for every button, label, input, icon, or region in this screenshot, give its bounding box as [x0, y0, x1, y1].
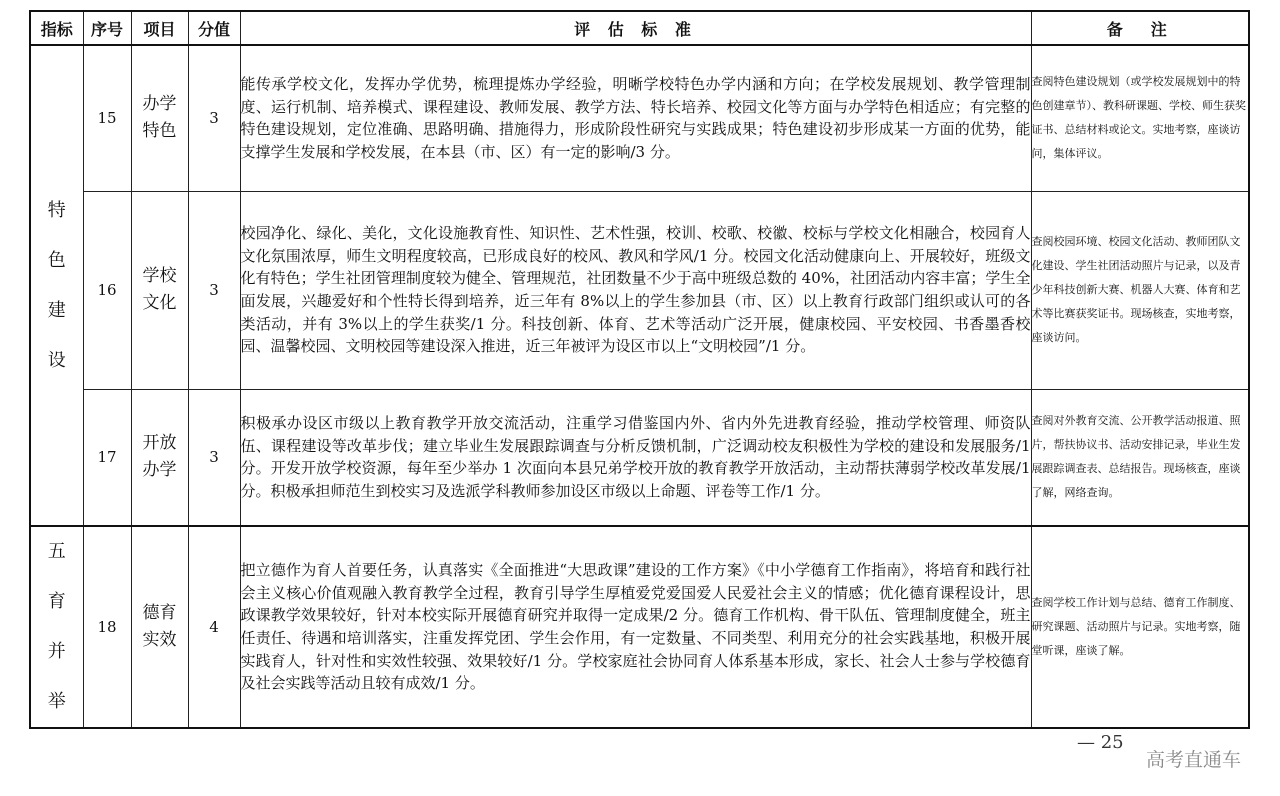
score-cell: 3	[188, 191, 240, 389]
notes-cell: 查阅特色建设规划（或学校发展规划中的特色创建章节）、教科研课题、学校、师生获奖证书、总结材料或论文。实地考察，座谈访问，集体评议。	[1031, 45, 1249, 191]
project-cell	[131, 191, 188, 389]
notes-cell: 查阅对外教育交流、公开教学活动报道、照片，帮扶协议书、活动安排记录，毕业生发展跟踪调查表、总结报告。现场核查，座谈了解，网络查询。	[1031, 389, 1249, 526]
indicator-char: 设	[47, 349, 66, 371]
indicator-cell	[30, 45, 83, 526]
serial-cell: 15	[83, 45, 131, 191]
notes-cell: 查阅学校工作计划与总结、德育工作制度、研究课题、活动照片与记录。实地考察，随堂听课，座谈了解。	[1031, 526, 1249, 728]
indicator-char: 建	[47, 299, 66, 321]
watermark-text: 高考直通车	[1146, 749, 1242, 771]
notes-cell: 查阅校园环境、校园文化活动、教师团队文化建设、学生社团活动照片与记录，以及青少年科技创新大赛、机器人大赛、体育和艺术等比赛获奖证书。现场核查，实地考察，座谈访问。	[1031, 191, 1249, 389]
header-score: 分值	[188, 11, 240, 45]
project-line: 文化	[142, 293, 177, 313]
criteria-cell: 把立德作为育人首要任务，认真落实《全面推进“大思政课”建设的工作方案》《中小学德育工作指南》，将培育和践行社会主义核心价值观融入教育教学全过程，教育引导学生厚植爱党爱国爱人民爱社会主义的情感；优化德育课程设计，思政课教学效果较好，针对本校实际开展德育研究并取得一定成果/2 分。德育工作机构、骨干队伍、管理制度健全，班主任责任、待遇和培训落实，注重发挥党团、学生会作用，有一定数量、不同类型、利用充分的社会实践基地，积极开展实践育人，针对性和实效性较强、效果较好/1 分。学校家庭社会协同育人体系基本形成，家长、社会人士参与学校德育及社会实践等活动且较有成效/1 分。	[240, 526, 1031, 728]
project-line: 实效	[142, 630, 177, 650]
page-number: — 25	[1077, 732, 1124, 753]
evaluation-table	[29, 10, 1250, 729]
criteria-cell: 能传承学校文化，发挥办学优势，梳理提炼办学经验，明晰学校特色办学内涵和方向；在学校发展规划、教学管理制度、运行机制、培养模式、课程建设、教师发展、教学方法、特长培养、校园文化等方面与办学特色相适应；有完整的特色建设规划，定位准确、思路明确、措施得力，形成阶段性研究与实践成果；特色建设初步形成某一方面的优势，能支撑学生发展和学校发展，在本县（市、区）有一定的影响/3 分。	[240, 45, 1031, 191]
project-line: 德育	[142, 603, 177, 623]
score-cell: 3	[188, 45, 240, 191]
table-header-row	[30, 11, 1249, 45]
project-line: 学校	[142, 266, 177, 286]
project-cell	[131, 526, 188, 728]
table-row	[30, 389, 1249, 526]
table-row	[30, 526, 1249, 728]
indicator-char: 育	[47, 591, 66, 612]
header-criteria: 评 估 标 准	[240, 11, 1031, 45]
indicator-char: 举	[47, 691, 66, 712]
project-line: 特色	[142, 121, 177, 142]
project-line: 办学	[142, 94, 177, 115]
score-cell: 4	[188, 526, 240, 728]
indicator-cell	[30, 526, 83, 728]
project-cell	[131, 389, 188, 526]
header-notes: 备 注	[1031, 11, 1249, 45]
project-cell	[131, 45, 188, 191]
table-row	[30, 191, 1249, 389]
indicator-char: 色	[47, 249, 66, 271]
table-row	[30, 45, 1249, 191]
indicator-char: 特	[47, 199, 66, 221]
criteria-cell: 积极承办设区市级以上教育教学开放交流活动，注重学习借鉴国内外、省内外先进教育经验，推动学校管理、师资队伍、课程建设等改革步伐；建立毕业生发展跟踪调查与分析反馈机制，广泛调动校友积极性为学校的建设和发展服务/1 分。开发开放学校资源，每年至少举办 1 次面向本县兄弟学校开放的教育教学开放活动，主动帮扶薄弱学校改革发展/1 分。积极承担师范生到校实习及选派学科教师参加设区市级以上命题、评卷等工作/1 分。	[240, 389, 1031, 526]
header-project: 项目	[131, 11, 188, 45]
criteria-cell: 校园净化、绿化、美化，文化设施教育性、知识性、艺术性强，校训、校歌、校徽、校标与学校文化相融合，校园育人文化氛围浓厚，师生文明程度较高，已形成良好的校风、教风和学风/1 分。校园文化活动健康向上、开展较好，班级文化有特色；学生社团管理制度较为健全、管理规范，社团数量不少于高中班级总数的 40%，社团活动内容丰富；学生全面发展，兴趣爱好和个性特长得到培养，近三年有 8%以上的学生参加县（市、区）以上教育行政部门组织或认可的各类活动，并有 3%以上的学生获奖/1 分。科技创新、体育、艺术等活动广泛开展，健康校园、平安校园、书香墨香校园、温馨校园、文明校园等建设深入推进，近三年被评为设区市以上“文明校园”/1 分。	[240, 191, 1031, 389]
project-line: 办学	[142, 460, 177, 481]
header-serial: 序号	[83, 11, 131, 45]
serial-cell: 17	[83, 389, 131, 526]
serial-cell: 18	[83, 526, 131, 728]
indicator-char: 并	[47, 641, 66, 662]
header-indicator: 指标	[30, 11, 83, 45]
project-line: 开放	[142, 433, 177, 454]
serial-cell: 16	[83, 191, 131, 389]
indicator-char: 五	[47, 541, 66, 562]
score-cell: 3	[188, 389, 240, 526]
